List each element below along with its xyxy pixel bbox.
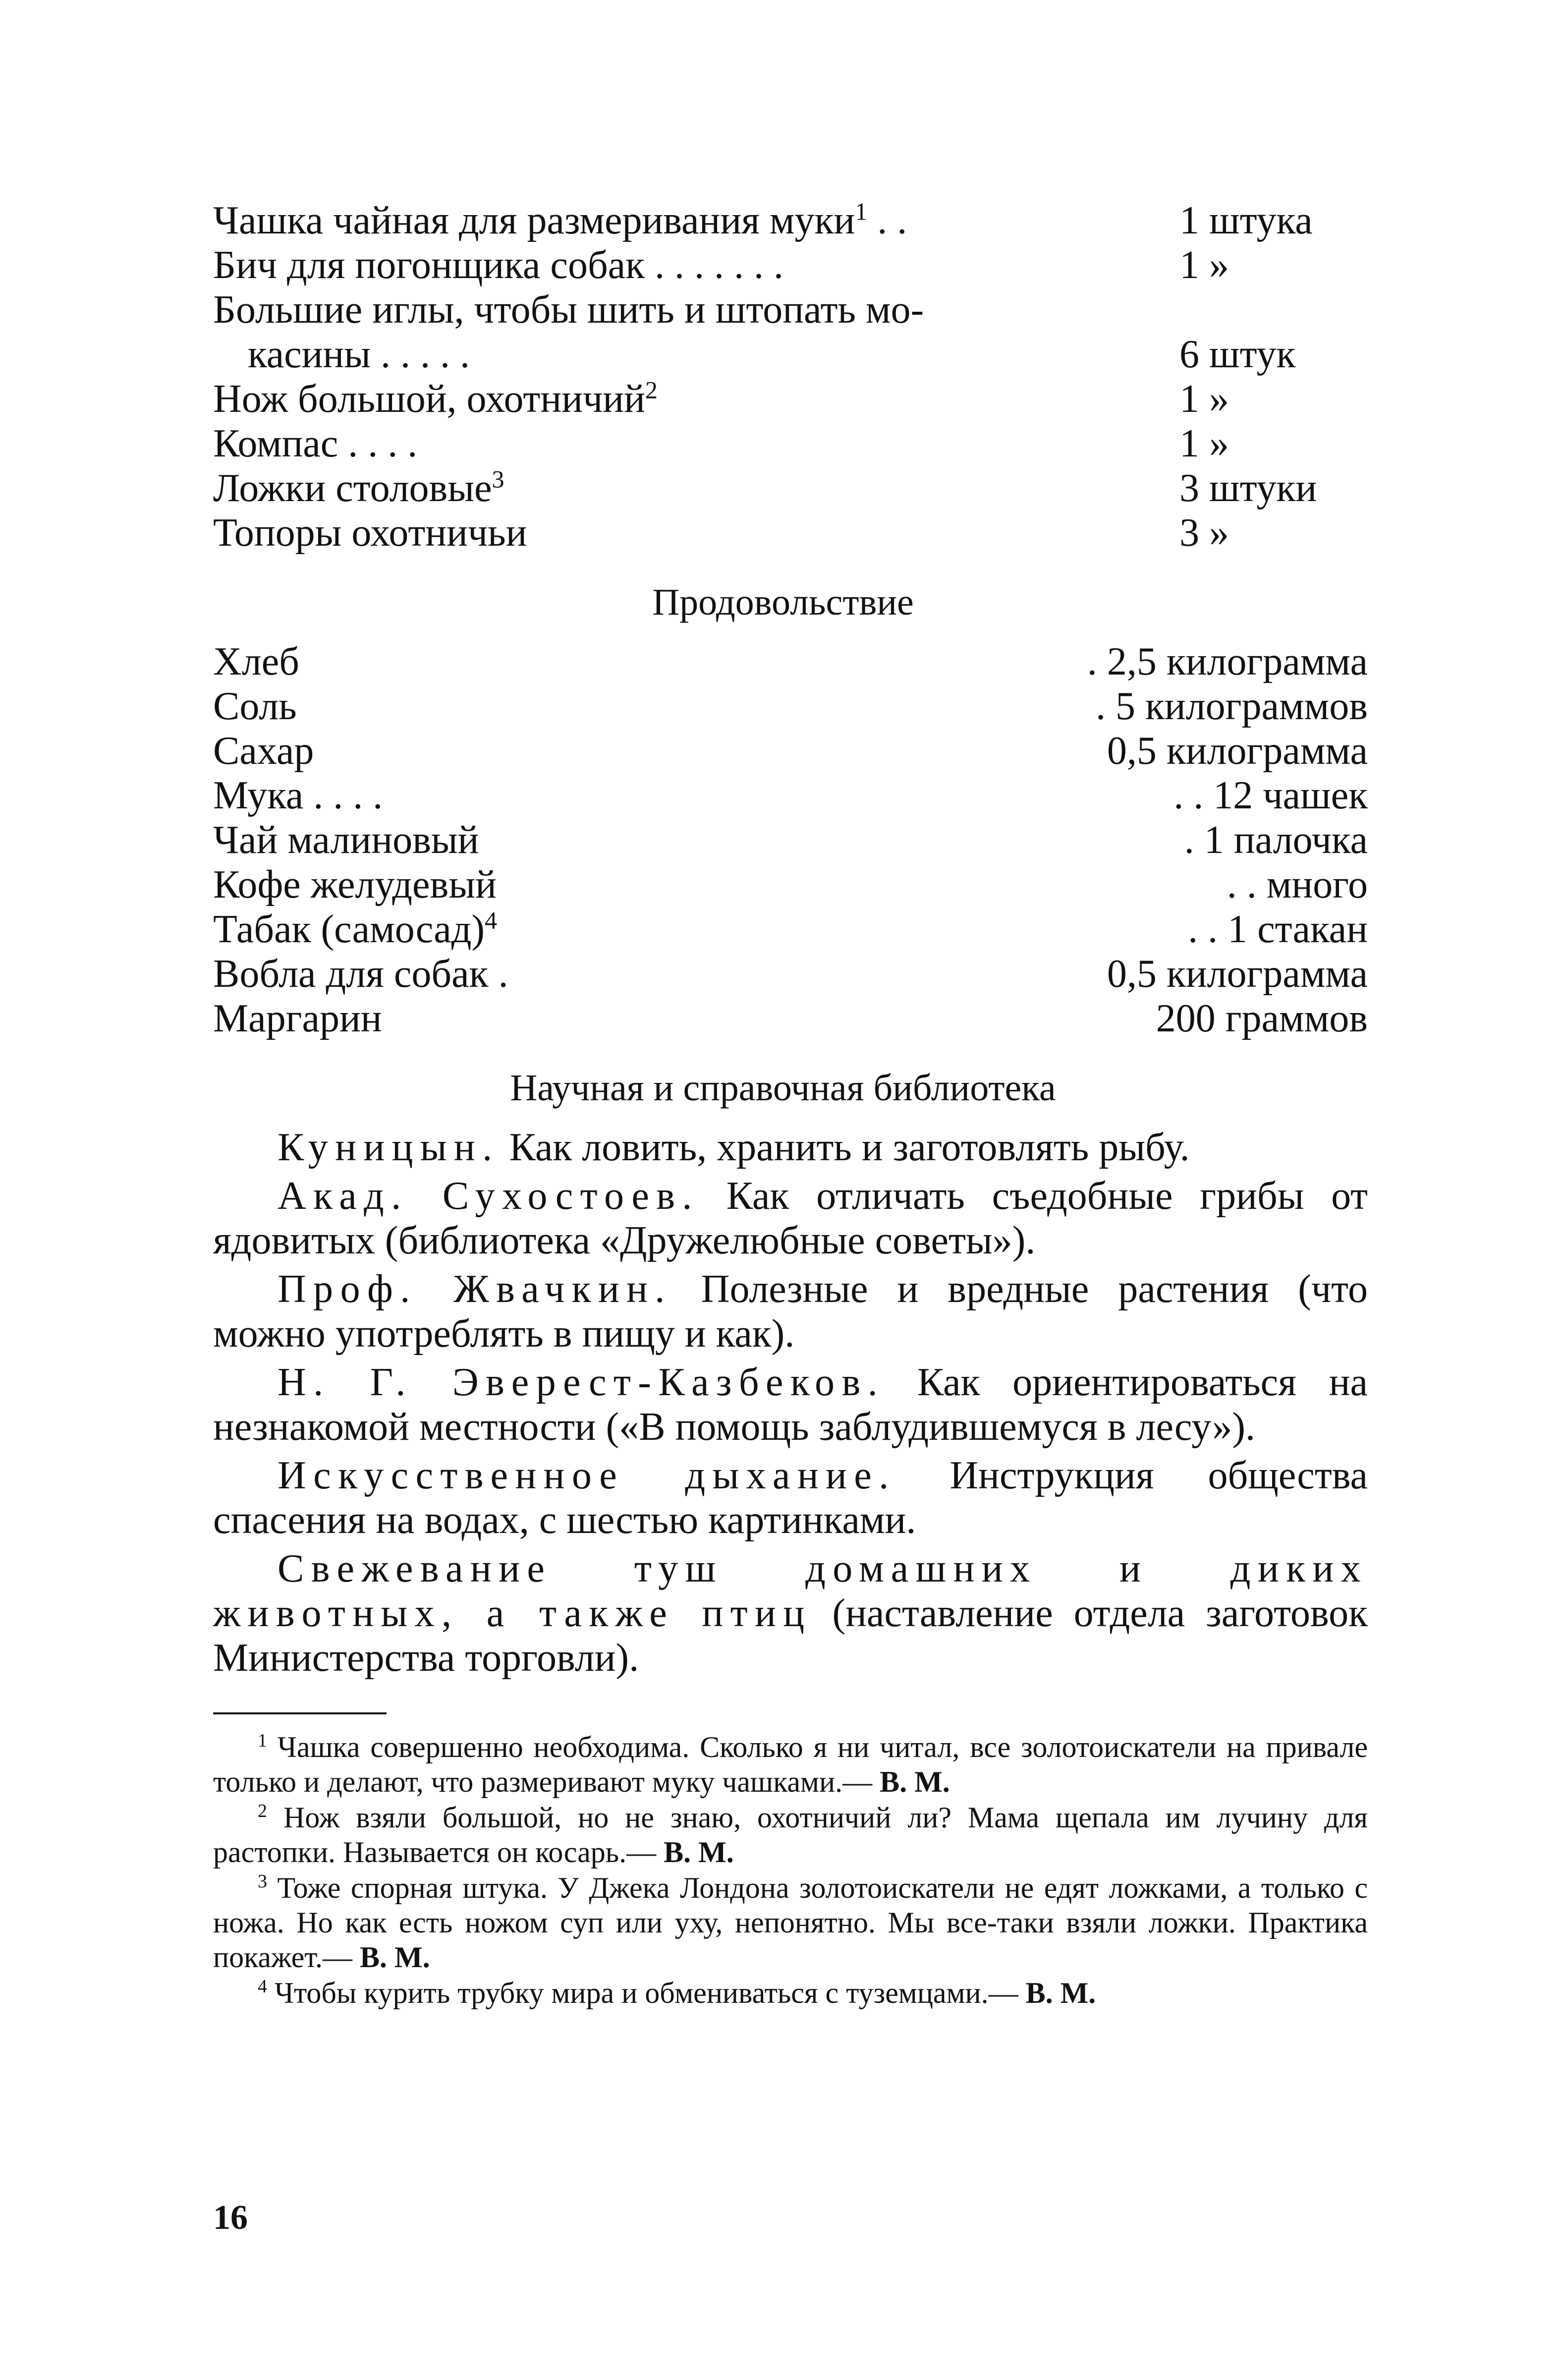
item-name: Ложки столовые [213, 466, 492, 510]
entry-author: Куницын. [278, 1126, 500, 1169]
footnote-number: 4 [258, 1976, 267, 1997]
list-item [213, 421, 1368, 466]
entry-title: Полезные и вредные растения (что можно употреблять в пищу и как). [213, 1267, 1368, 1356]
item-name: Сахар [213, 729, 314, 773]
footnote-mark: 3 [492, 465, 504, 493]
item-quantity: . . много [1227, 863, 1368, 907]
list-item [213, 862, 1368, 907]
item-name: Чашка чайная для размеривания муки [213, 199, 855, 242]
list-item [213, 639, 1368, 684]
item-name: Нож большой, охотничий [213, 377, 645, 421]
footnote-signature: В. М. [360, 1941, 430, 1974]
item-quantity: 200 граммов [1156, 997, 1368, 1040]
entry-author: Акад. Сухостоев. [278, 1174, 699, 1218]
item-quantity: . 1 палочка [1184, 818, 1368, 862]
footnote-text: Чашка совершенно необходима. Сколько я ни читал, все золотоискатели на привале только и делают, что размеривают муку чашками.— [213, 1731, 1368, 1798]
food-heading: Продовольствие [652, 581, 914, 623]
list-item [213, 907, 1368, 952]
library-entry [213, 1360, 1368, 1449]
list-item [213, 377, 1368, 421]
entry-author: Н. Г. Эверест-Казбеков. [278, 1360, 885, 1404]
page-number: 16 [213, 2199, 248, 2237]
footnote-number: 2 [258, 1801, 267, 1821]
item-name: Большие иглы, чтобы шить и штопать мо- [213, 288, 924, 332]
entry-author: Свежевание туш домашних и диких животных, а также птиц [213, 1547, 1368, 1635]
item-name: Мука . . . . [213, 774, 383, 817]
list-item [213, 729, 1368, 773]
list-item [213, 818, 1368, 862]
footnote-signature: В. М. [1025, 1977, 1096, 2009]
library-heading: Научная и справочная библиотека [510, 1067, 1056, 1109]
item-name: Маргарин [213, 997, 382, 1040]
item-name: Бич для погонщика собак . . . . . . . [213, 243, 784, 287]
library-entry [213, 1267, 1368, 1356]
food-list [213, 639, 1368, 1041]
footnote-mark: 2 [645, 376, 658, 404]
item-name: Хлеб [213, 640, 299, 683]
item-name: Чай малиновый [213, 818, 479, 862]
item-quantity: 1 » [1179, 422, 1229, 465]
footnotes [213, 1730, 1368, 2011]
list-item [213, 510, 1368, 555]
item-quantity: 1 » [1179, 377, 1229, 421]
item-quantity: . 2,5 килограмма [1087, 640, 1368, 683]
list-item [213, 996, 1368, 1041]
item-quantity: 6 штук [1179, 333, 1296, 376]
library-entry [213, 1125, 1368, 1170]
entry-title: Как отличать съедобные грибы от ядовитых (библиотека «Дружелюбные советы»). [213, 1174, 1368, 1262]
item-quantity: . . 1 стакан [1188, 907, 1368, 951]
item-name: Топоры охотничьи [213, 511, 527, 555]
item-quantity: . . 12 чашек [1174, 774, 1368, 817]
entry-author: Искусственное дыхание. [278, 1454, 896, 1497]
entry-author: Проф. Жвачкин. [278, 1267, 672, 1311]
entry-title: Как ловить, хранить и заготовлять рыбу. [499, 1126, 1190, 1169]
item-name: Кофе желудевый [213, 863, 497, 907]
item-quantity: . 5 килограммов [1096, 684, 1368, 728]
item-name: Компас . . . . [213, 422, 418, 465]
footnote-number: 3 [258, 1871, 267, 1892]
leader-dots: . . [867, 199, 907, 242]
item-name: касины . . . . . [248, 333, 470, 376]
footnote-signature: В. М. [664, 1836, 734, 1869]
footnote [213, 1730, 1368, 1799]
entry-title: (наставление отдела заготовок Министерства торговли). [213, 1591, 1368, 1680]
item-quantity: 0,5 килограмма [1107, 729, 1368, 773]
equipment-list [213, 198, 1368, 555]
item-quantity: 0,5 килограмма [1107, 952, 1368, 996]
footnote [213, 1870, 1368, 1975]
library-list [213, 1125, 1368, 1684]
footnote [213, 1976, 1368, 2010]
list-item [213, 684, 1368, 729]
footnote-text: Тоже спорная штука. У Джека Лондона золотоискатели не едят ложками, а только с ножа. Но как есть ножом суп или уху, непонятно. Мы все-таки взяли ложки. Практика покажет.— [213, 1871, 1368, 1974]
list-item [213, 773, 1368, 818]
list-item [213, 332, 1368, 377]
footnote-divider [213, 1712, 387, 1714]
footnote-mark: 1 [855, 197, 868, 226]
item-quantity: 1 » [1179, 243, 1229, 287]
library-entry [213, 1174, 1368, 1263]
item-quantity: 3 штуки [1179, 466, 1317, 510]
item-name: Вобла для собак . [213, 952, 508, 996]
list-item [213, 466, 1368, 510]
library-entry [213, 1453, 1368, 1542]
footnote [213, 1800, 1368, 1870]
footnote-number: 1 [258, 1730, 267, 1751]
list-item [213, 287, 1368, 332]
list-item [213, 243, 1368, 287]
item-name: Соль [213, 684, 297, 728]
footnote-mark: 4 [485, 906, 498, 934]
entry-title: Как ориентироваться на незнакомой местности («В помощь заблудившемуся в лесу»). [213, 1360, 1368, 1449]
list-item [213, 952, 1368, 996]
list-item [213, 198, 1368, 243]
item-quantity: 1 штука [1179, 199, 1313, 242]
library-entry [213, 1546, 1368, 1680]
footnote-text: Нож взяли большой, но не знаю, охотничий ли? Мама щепала им лучину для растопки. Называется он косарь.— [213, 1801, 1368, 1869]
item-name: Табак (самосад) [213, 907, 485, 951]
entry-title: Инструкция общества спасения на водах, с шестью картинками. [213, 1454, 1368, 1542]
footnote-signature: В. М. [880, 1765, 950, 1798]
footnote-text: Чтобы курить трубку мира и обмениваться с туземцами.— [275, 1977, 1026, 2009]
item-quantity: 3 » [1179, 511, 1229, 555]
